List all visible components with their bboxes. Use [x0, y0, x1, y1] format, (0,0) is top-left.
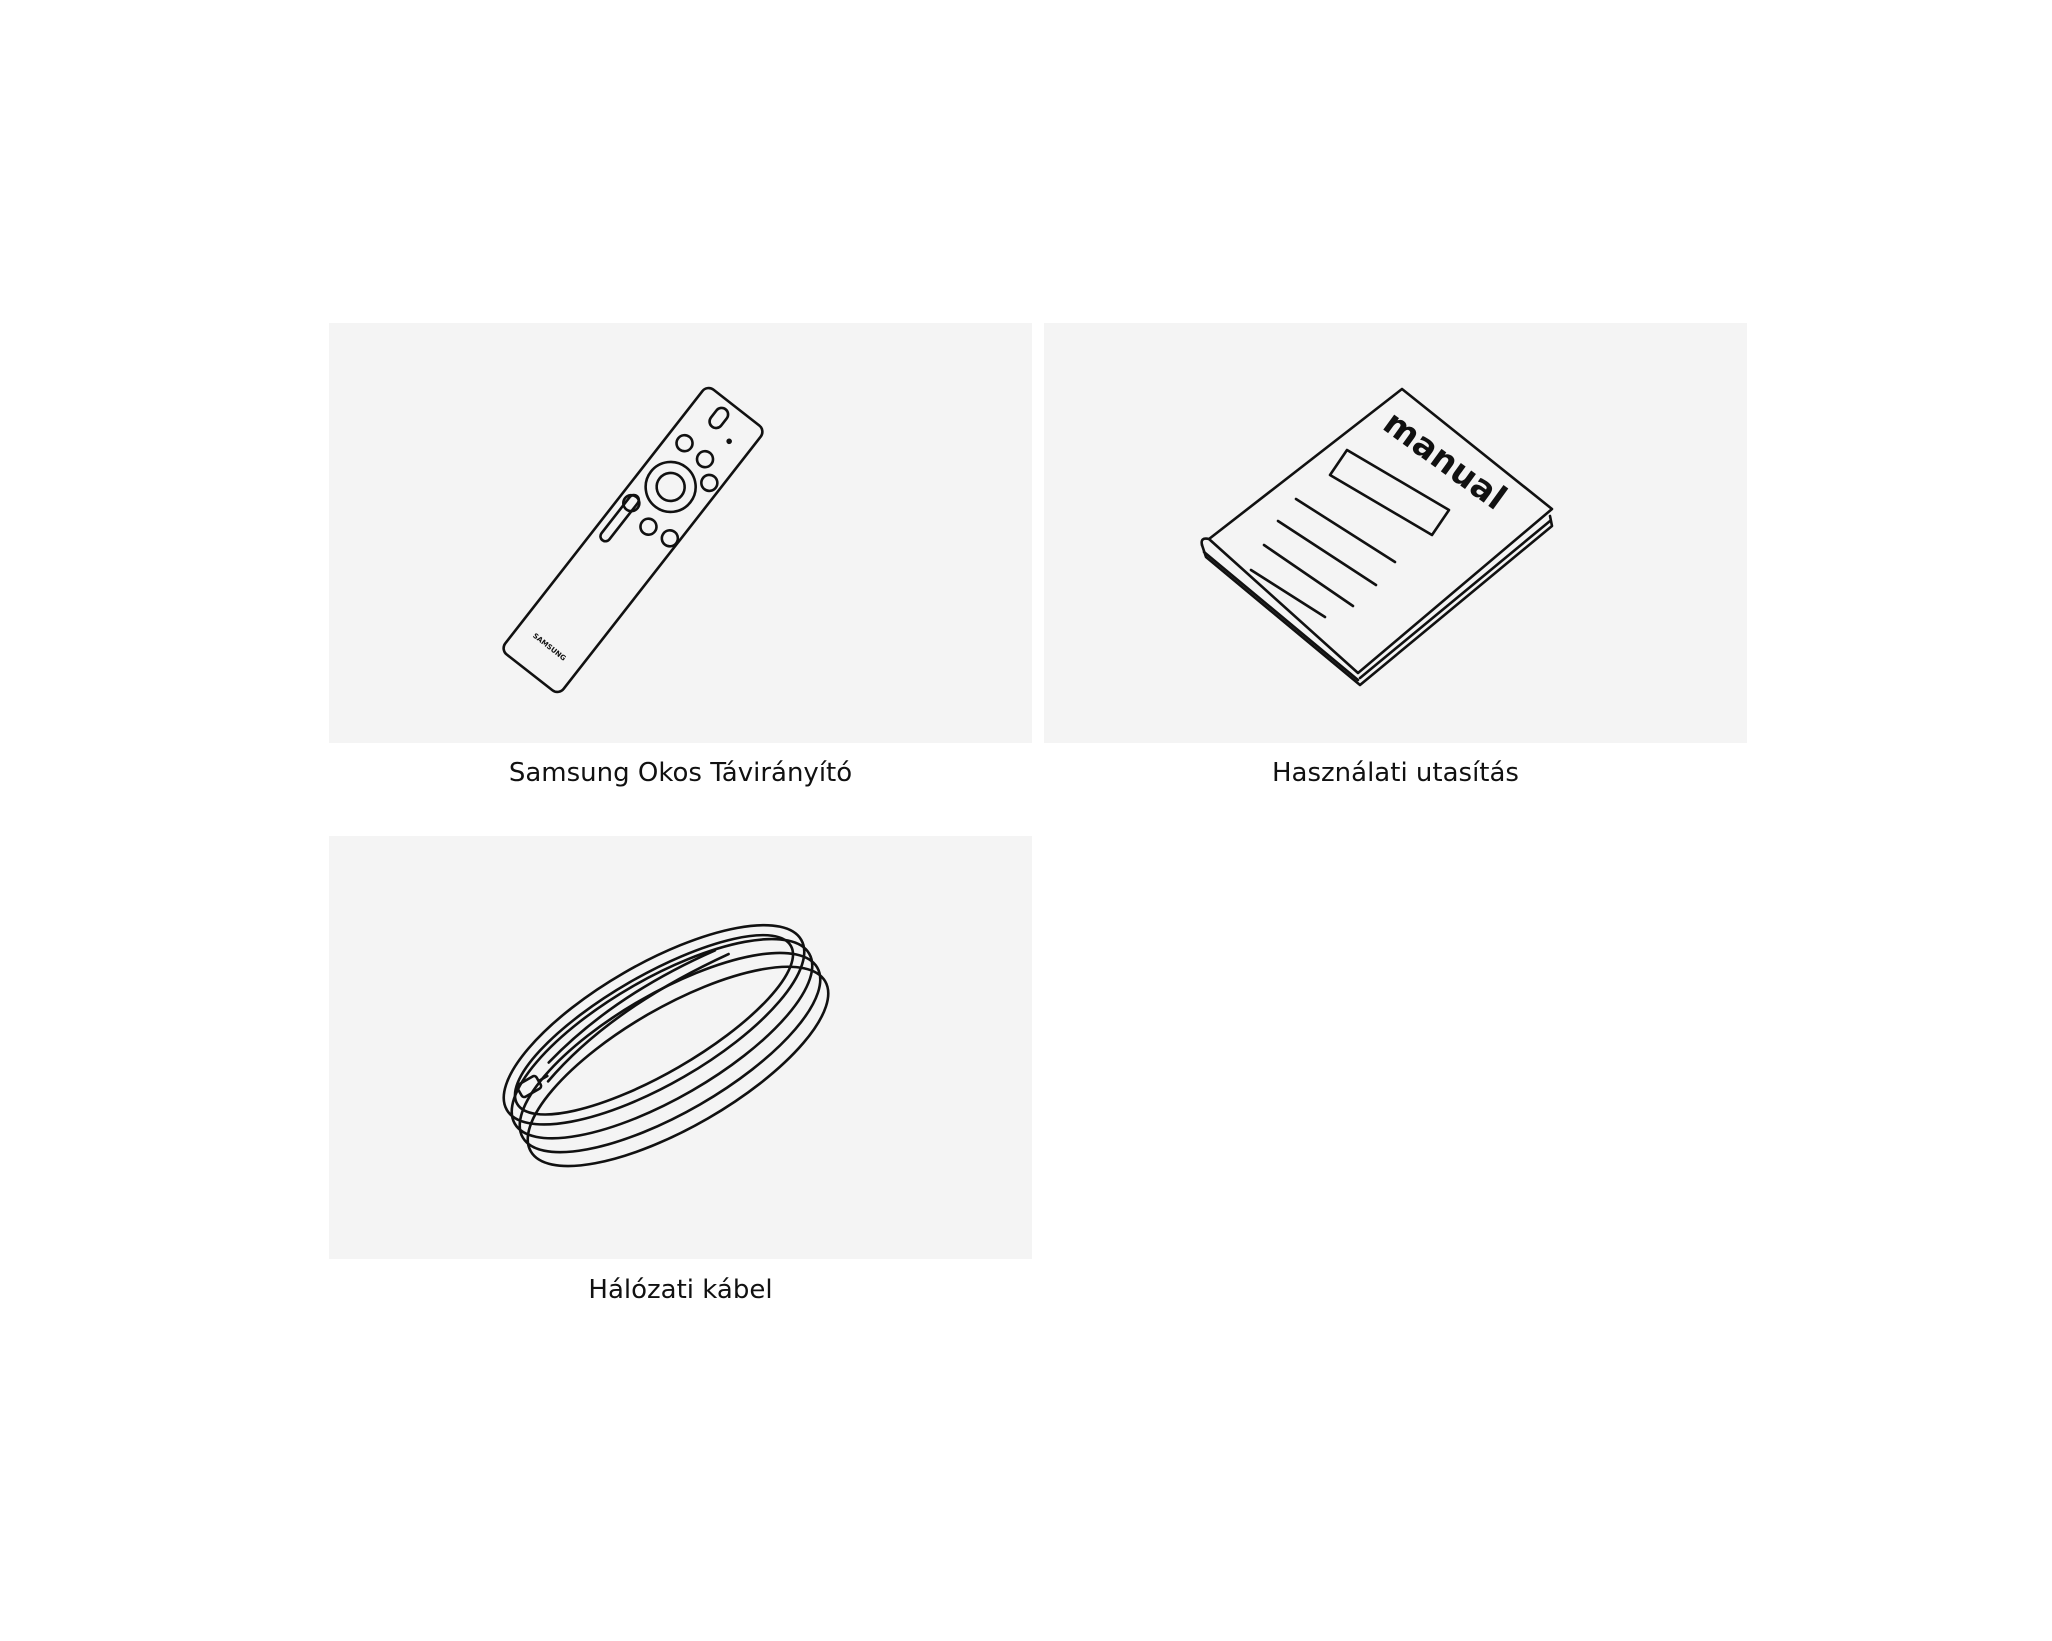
accessory-tile-cable — [329, 836, 1032, 1259]
accessory-tile-remote — [329, 323, 1032, 743]
manual-cover-text: manual — [1375, 402, 1514, 519]
manual-book-icon — [1044, 323, 1747, 743]
manual-caption: Használati utasítás — [1272, 758, 1519, 788]
cable-caption: Hálózati kábel — [588, 1275, 773, 1305]
remote-brand-text: SAMSUNG — [531, 631, 568, 663]
remote-control-icon — [329, 323, 1032, 743]
remote-caption: Samsung Okos Távirányító — [508, 758, 853, 788]
accessory-tile-manual — [1044, 323, 1747, 743]
power-cable-icon — [329, 836, 1032, 1259]
